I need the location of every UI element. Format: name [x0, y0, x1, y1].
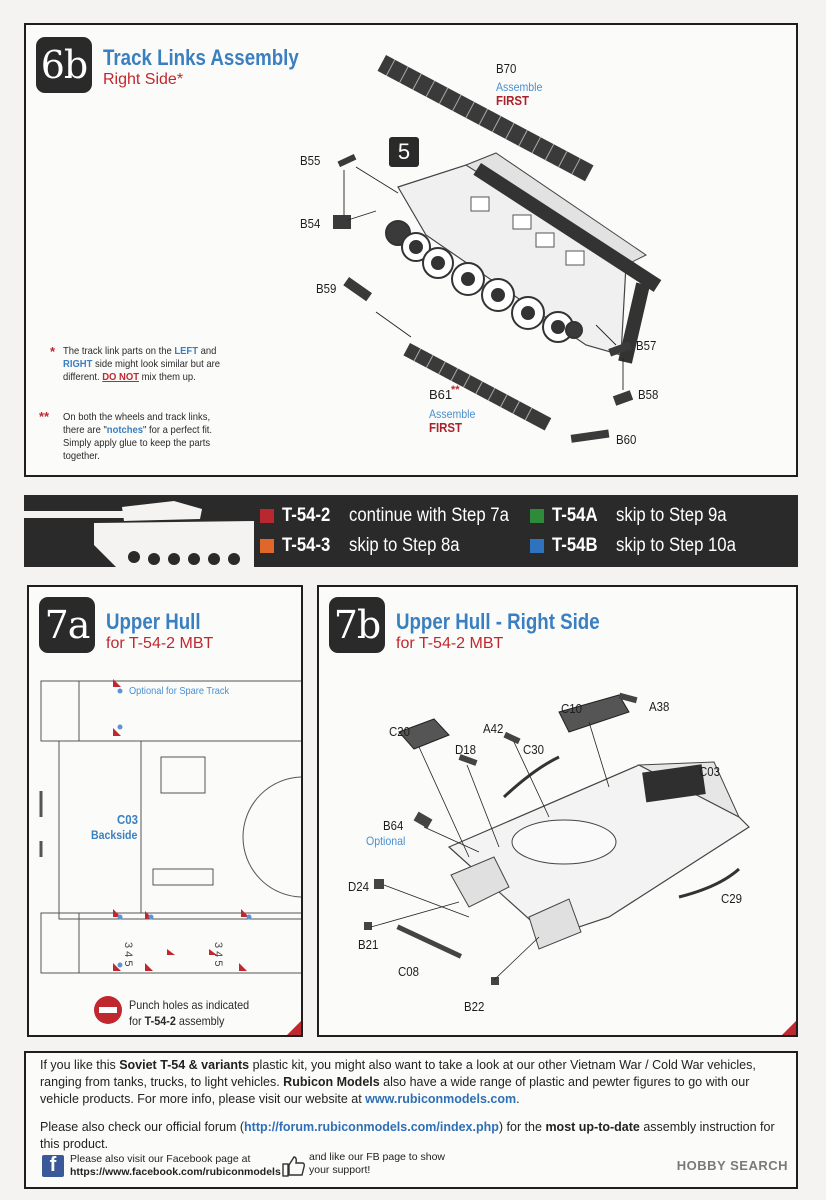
note-2: On both the wheels and track links, there are "notches" for a perfect fit. Simply apply glue to keep the parts together. — [63, 411, 213, 462]
part-label-b58: B58 — [638, 387, 659, 402]
banner-text: skip to Step 10a — [615, 535, 736, 556]
part-label-b21: B21 — [358, 937, 379, 952]
step-subtitle: for T-54-2 MBT — [396, 635, 504, 652]
banner-item-t54a — [530, 505, 741, 527]
svg-text:3 4 5: 3 4 5 — [212, 942, 224, 967]
banner-item-t54-3 — [260, 535, 475, 557]
hull-deck-drawing — [449, 762, 749, 949]
step-6b-panel — [24, 23, 798, 477]
step-badge: 7a — [39, 597, 95, 653]
track-assembly-diagram — [26, 25, 798, 477]
step-title: Track Links Assembly — [103, 45, 299, 70]
color-swatch — [530, 509, 544, 523]
upper-hull-right-side-diagram — [319, 587, 798, 1037]
footer-forum-text: Please also check our official forum (http://forum.rubiconmodels.com/index.php) for the most up-to-date assembly instruction for this product. — [40, 1120, 775, 1151]
upper-hull-backside-diagram — [29, 587, 303, 1037]
banner-item-t54b — [530, 535, 752, 557]
part-label-b22: B22 — [464, 999, 485, 1014]
footer-intro-text: If you like this Soviet T-54 & variants plastic kit, you might also want to take a look at our other Vietnam War / Cold War vehicles, ranging from tanks, trucks, to light vehicles. Rubicon Models also have a wide range of plastic and pewter figures to go with our vehicle products. For more info, please visit our website at www.rubiconmodels.com. — [40, 1058, 756, 1106]
part-label-b54: B54 — [300, 216, 321, 231]
like-text: and like our FB page to show your support! — [309, 1151, 445, 1176]
step-badge: 6b — [36, 37, 92, 93]
facebook-link[interactable]: https://www.facebook.com/rubiconmodels — [70, 1166, 281, 1178]
watermark: HOBBY SEARCH — [676, 1158, 788, 1173]
corner-marker — [782, 1021, 796, 1035]
part-label-c30: C30 — [523, 742, 544, 757]
website-link[interactable]: www.rubiconmodels.com — [365, 1092, 517, 1106]
track-b61-drawing — [403, 343, 551, 430]
part-label-a42: A42 — [483, 721, 504, 736]
banner-item-t54-2 — [260, 505, 531, 527]
step-title: Upper Hull - Right Side — [396, 609, 600, 634]
optional-spare-track-label: Optional for Spare Track — [129, 685, 230, 697]
svg-text:3 4 5: 3 4 5 — [122, 942, 134, 967]
tank-silhouette-icon — [24, 495, 254, 567]
part-label-c08: C08 — [398, 964, 419, 979]
footer-info-box — [24, 1051, 798, 1189]
first-label-b61: FIRST — [429, 420, 463, 435]
part-label-b61: B61 — [429, 387, 453, 402]
punch-tool-icon — [93, 995, 123, 1025]
banner-text: skip to Step 9a — [615, 505, 727, 526]
part-label-b55: B55 — [300, 153, 321, 168]
part-label-a38: A38 — [649, 699, 670, 714]
optional-label-b64: Optional — [366, 834, 406, 848]
banner-model: T-54-3 — [282, 535, 331, 556]
color-swatch — [530, 539, 544, 553]
note-1-mark: * — [50, 344, 56, 359]
step-title: Upper Hull — [106, 609, 201, 634]
part-label-d18: D18 — [455, 742, 476, 757]
part-label-b70: B70 — [496, 61, 517, 76]
color-swatch — [260, 509, 274, 523]
punch-note: Punch holes as indicated for T-54-2 assembly — [129, 998, 250, 1028]
part-label-c03: C03 — [699, 764, 720, 779]
part-label-c29: C29 — [721, 891, 742, 906]
reference-step-badge: 5 — [389, 137, 419, 167]
part-label-b59: B59 — [316, 281, 337, 296]
forum-link[interactable]: http://forum.rubiconmodels.com/index.php — [244, 1120, 499, 1134]
banner-text: skip to Step 8a — [348, 535, 460, 556]
color-swatch — [260, 539, 274, 553]
part-label-d24: D24 — [348, 879, 369, 894]
step-7b-panel — [317, 585, 798, 1037]
assemble-label-b61: Assemble — [429, 407, 476, 421]
note-1: The track link parts on the LEFT and RIGHT side might look similar but are different. DO NOT mix them up. — [63, 345, 221, 383]
assemble-label-b70: Assemble — [496, 80, 543, 94]
first-label-b70: FIRST — [496, 93, 530, 108]
variant-banner — [24, 495, 798, 567]
thumbs-up-icon — [282, 1155, 306, 1177]
part-label-b57: B57 — [636, 338, 657, 353]
step-badge: 7b — [329, 597, 385, 653]
step-subtitle: Right Side* — [103, 71, 184, 88]
b61-label-group — [429, 384, 460, 404]
part-label-b60: B60 — [616, 432, 637, 447]
part-label-b64: B64 — [383, 818, 404, 833]
part-label-c03: C03 — [117, 812, 138, 827]
step-7a-panel — [27, 585, 303, 1037]
part-label-c03-side: Backside — [91, 828, 138, 842]
part-label-c10: C10 — [561, 701, 582, 716]
banner-model: T-54A — [552, 505, 598, 526]
facebook-text: Please also visit our Facebook page at https://www.facebook.com/rubiconmodels — [70, 1153, 281, 1178]
facebook-icon[interactable]: f — [42, 1155, 64, 1177]
banner-model: T-54B — [552, 535, 598, 556]
part-label-b61-mark: ** — [451, 384, 460, 396]
corner-marker — [287, 1021, 301, 1035]
step-subtitle: for T-54-2 MBT — [106, 635, 214, 652]
note-2-mark: ** — [39, 409, 50, 424]
banner-text: continue with Step 7a — [348, 505, 509, 526]
part-label-c20: C20 — [389, 724, 410, 739]
banner-model: T-54-2 — [282, 505, 331, 526]
